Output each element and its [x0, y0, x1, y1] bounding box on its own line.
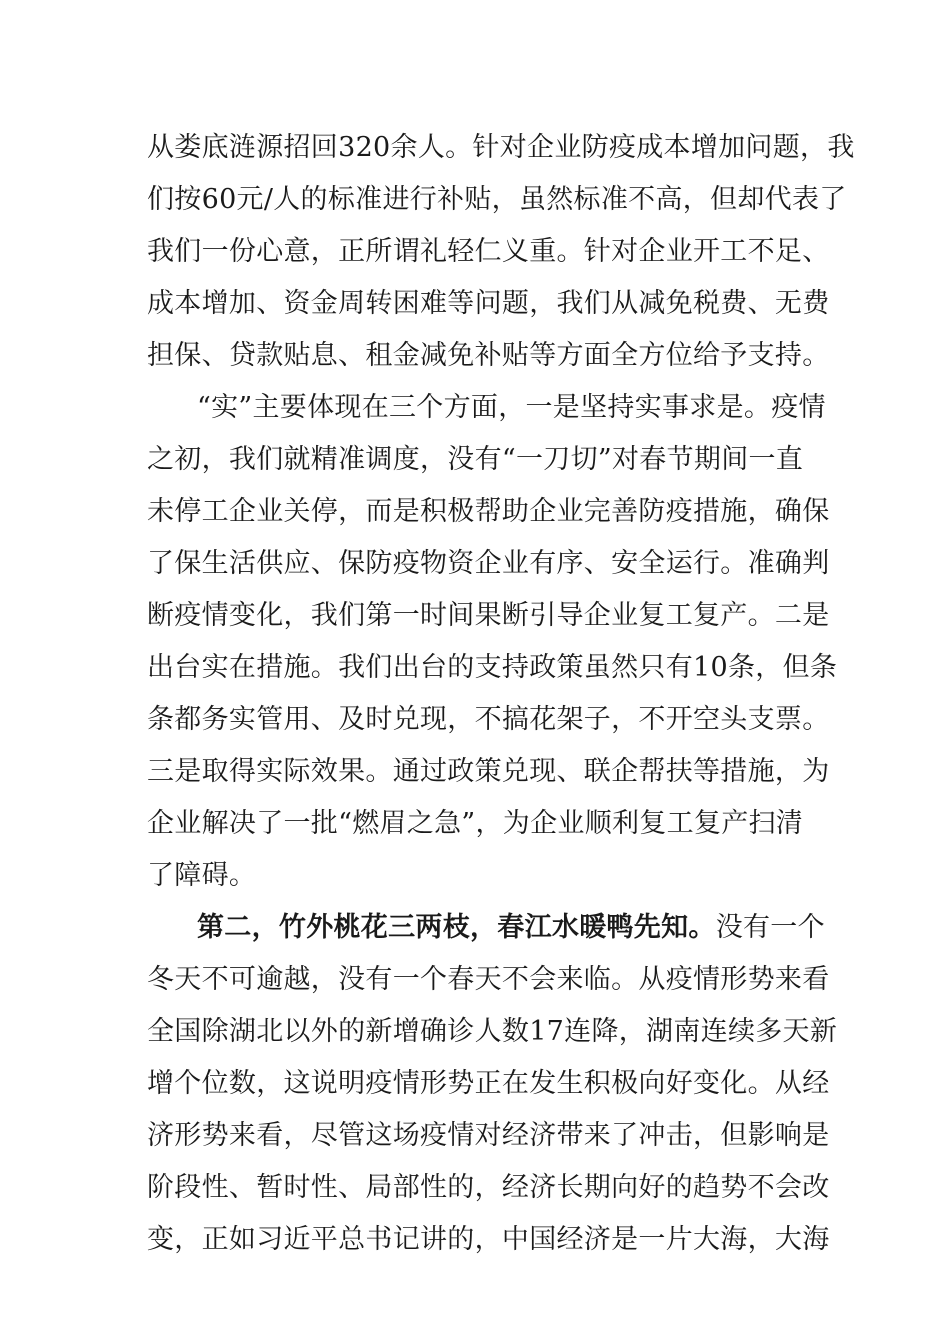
text-run: 没有一个 — [715, 912, 825, 943]
text-line: 了障碍。 — [147, 860, 257, 891]
text-line: 们按60元/人的标准进行补贴，虽然标准不高，但却代表了 — [147, 184, 847, 215]
text-line: 阶段性、暂时性、局部性的，经济长期向好的趋势不会改 — [147, 1172, 830, 1203]
text-line: 企业解决了一批“燃眉之急”，为企业顺利复工复产扫清 — [147, 808, 804, 839]
text-line: 出台实在措施。我们出台的支持政策虽然只有10条，但条 — [147, 652, 838, 683]
section-heading: 第二，竹外桃花三两枝，春江水暖鸭先知。 — [197, 912, 716, 943]
text-line: 之初，我们就精准调度，没有“一刀切”对春节期间一直 — [147, 444, 804, 475]
text-line: 断疫情变化，我们第一时间果断引导企业复工复产。二是 — [147, 600, 830, 631]
text-line: 成本增加、资金周转困难等问题，我们从减免税费、无费 — [147, 288, 830, 319]
text-line — [197, 908, 825, 948]
text-line: 冬天不可逾越，没有一个春天不会来临。从疫情形势来看 — [147, 964, 830, 995]
text-line: 济形势来看，尽管这场疫情对经济带来了冲击，但影响是 — [147, 1120, 830, 1151]
text-line: 从娄底涟源招回320余人。针对企业防疫成本增加问题，我 — [147, 132, 855, 163]
text-line: 了保生活供应、保防疫物资企业有序、安全运行。准确判 — [147, 548, 830, 579]
text-line: 全国除湖北以外的新增确诊人数17连降，湖南连续多天新 — [147, 1016, 838, 1047]
text-line: 变，正如习近平总书记讲的，中国经济是一片大海，大海 — [147, 1224, 830, 1255]
text-line: 增个位数，这说明疫情形势正在发生积极向好变化。从经 — [147, 1068, 830, 1099]
text-line: 条都务实管用、及时兑现，不搞花架子，不开空头支票。 — [147, 704, 830, 735]
text-line: “实”主要体现在三个方面，一是坚持实事求是。疫情 — [197, 392, 826, 423]
text-line: 担保、贷款贴息、租金减免补贴等方面全方位给予支持。 — [147, 340, 830, 371]
text-line: 我们一份心意，正所谓礼轻仁义重。针对企业开工不足、 — [147, 236, 830, 267]
text-line: 三是取得实际效果。通过政策兑现、联企帮扶等措施，为 — [147, 756, 830, 787]
text-line: 未停工企业关停，而是积极帮助企业完善防疫措施，确保 — [147, 496, 830, 527]
